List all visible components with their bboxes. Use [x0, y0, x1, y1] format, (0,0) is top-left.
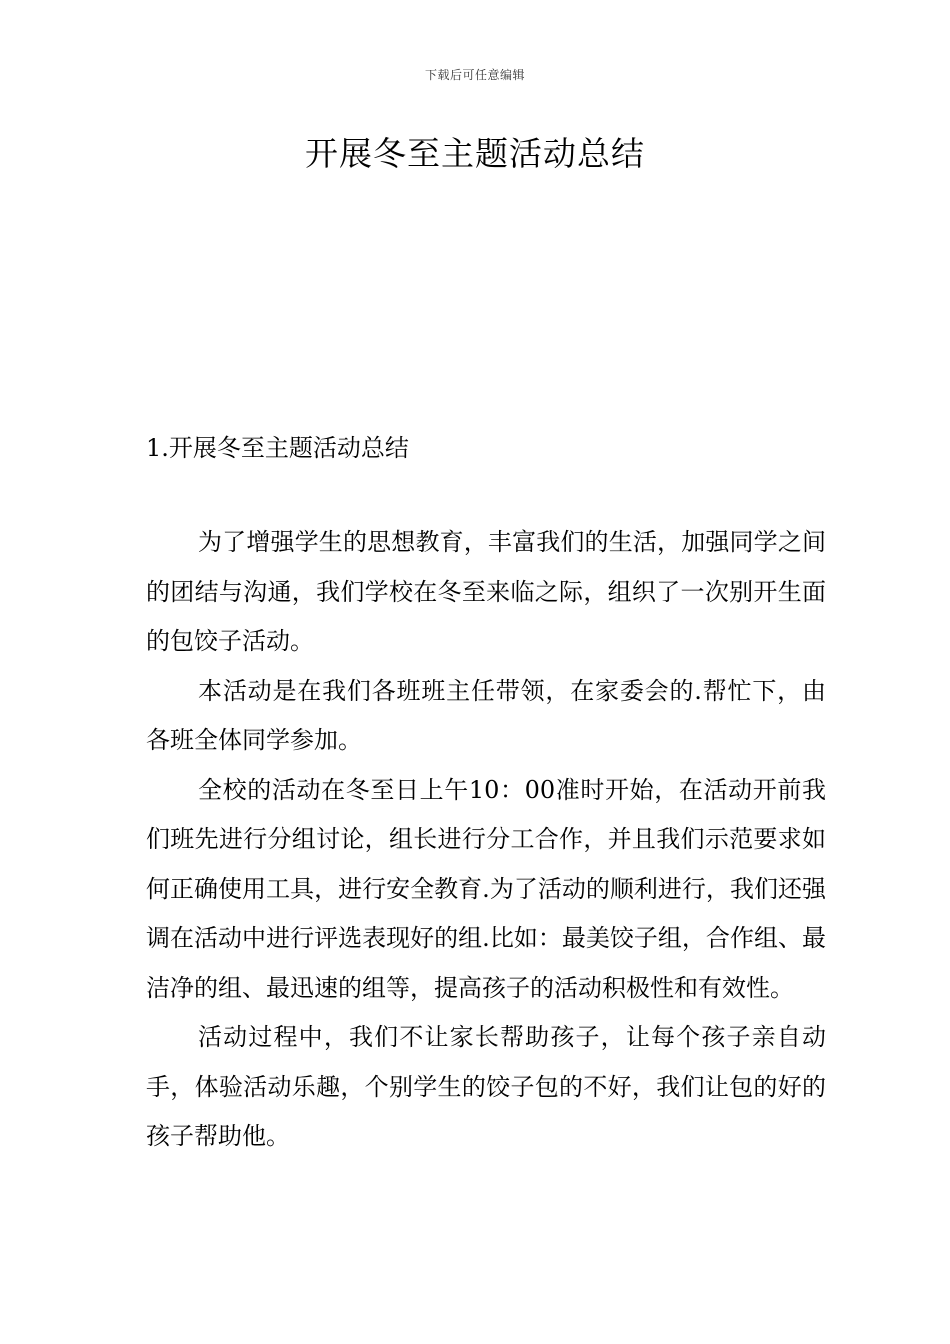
paragraph-2: 本活动是在我们各班班主任带领，在家委会的.帮忙下，由各班全体同学参加。	[146, 676, 826, 754]
section-heading: 1.开展冬至主题活动总结	[146, 434, 409, 462]
paragraph-1: 为了增强学生的思想教育，丰富我们的生活，加强同学之间的团结与沟通，我们学校在冬至来临之际，组织了一次别开生面的包饺子活动。	[146, 528, 826, 655]
document-body	[146, 428, 826, 1162]
header-note: 下载后可任意编辑	[424, 68, 525, 82]
paragraph-3: 全校的活动在冬至日上午10：00准时开始，在活动开前我们班先进行分组讨论，组长进行分工合作，并且我们示范要求如何正确使用工具，进行安全教育.为了活动的顺利进行，我们还强调在活动中进行评选表现好的组.比如：最美饺子组，合作组、最洁净的组、最迅速的组等，提高孩子的活动积极性和有效性。	[146, 775, 826, 1002]
document-title: 开展冬至主题活动总结	[305, 134, 645, 173]
paragraph-4: 活动过程中，我们不让家长帮助孩子，让每个孩子亲自动手，体验活动乐趣，个别学生的饺子包的不好，我们让包的好的孩子帮助他。	[146, 1023, 826, 1150]
